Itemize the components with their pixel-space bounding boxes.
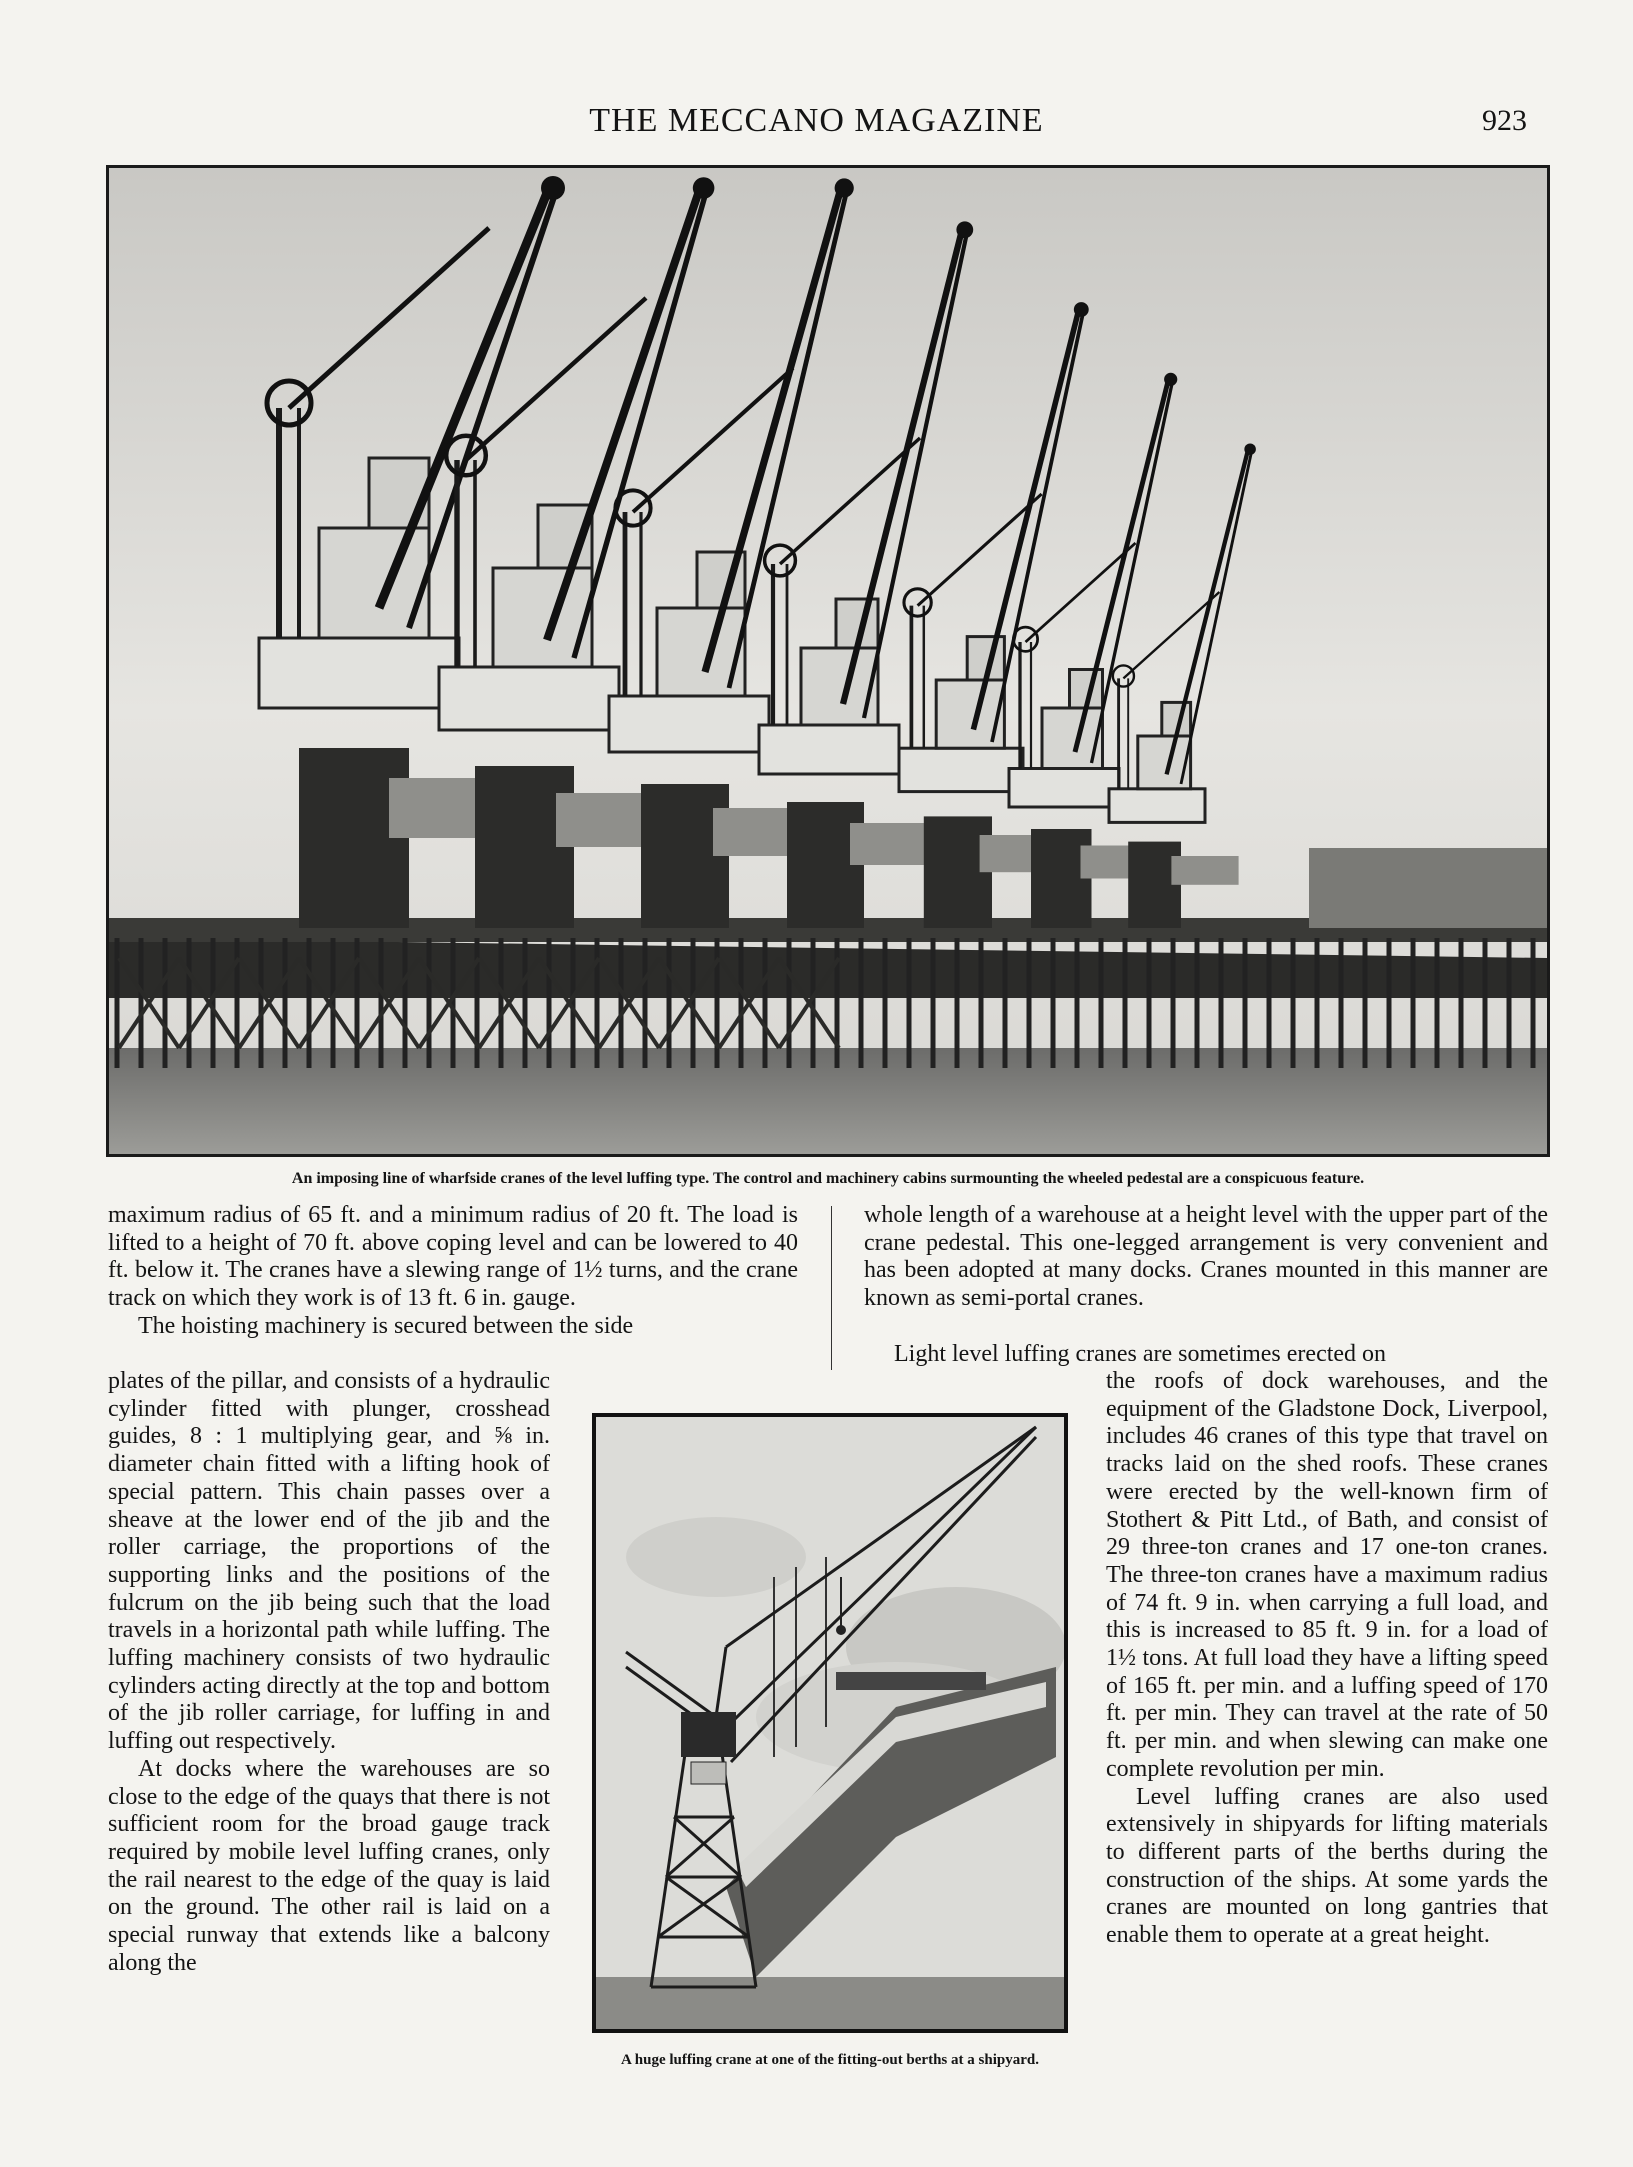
left-paragraph-3: At docks where the warehouses are so close to the edge of the quays that there is not sufficient room for the broad gauge track required by mobile level luffing cranes, only the rail nearest to the edge of the quay is laid on the ground. The other rail is laid on a special runway that extends like a balcony along the — [108, 1755, 550, 1976]
magazine-title: THE MECCANO MAGAZINE — [589, 102, 1044, 139]
right-paragraph-2-lead: Light level luffing cranes are sometimes erected on — [894, 1341, 1387, 1367]
inset-photo-caption: A huge luffing crane at one of the fitting-out berths at a shipyard. — [621, 2052, 1039, 2068]
left-paragraph-2-lead: The hoisting machinery is secured between the side — [138, 1312, 634, 1339]
left-paragraph-2: plates of the pillar, and consists of a hydraulic cylinder fitted with plunger, crosshead guides, 8 : 1 multiplying gear, and ⅝ in. diameter chain fitted with a lifting hook of special pattern. This chain passes over a sheave at the lower end of the jib and the roller carriage, the proportions of the supporting links and the positions of the fulcrum on the jib being such that the load travels in a horizontal path while luffing. The luffing machinery consists of two hydraulic cylinders acting directly at the top and bottom of the jib roller carriage, for luffing in and luffing out respectively. — [108, 1368, 550, 1755]
left-paragraph-1: maximum radius of 65 ft. and a minimum radius of 20 ft. The load is lifted to a height of 70 ft. above coping level and can be lowered to 40 ft. below it. The cranes have a slewing range of 1½ turns, and the crane track on which they work is of 13 ft. 6 in. gauge. — [108, 1202, 798, 1312]
right-paragraph-3: Level luffing cranes are also used extensively in shipyards for lifting materials to different parts of the berths during the construction of the ships. At some yards the cranes are mounted on long gantries that enable them to operate at a great height. — [1106, 1783, 1548, 1949]
running-header — [0, 102, 1633, 142]
shipyard-crane-illustration — [596, 1417, 1064, 2029]
page-number: 923 — [1482, 104, 1527, 137]
left-column-lower — [108, 1368, 550, 1977]
shipyard-crane-photo — [592, 1413, 1068, 2033]
wharfside-cranes-photo — [106, 165, 1550, 1157]
left-column-upper — [108, 1202, 798, 1341]
right-column-upper — [864, 1202, 1548, 1313]
right-paragraph-1: whole length of a warehouse at a height level with the upper part of the crane pedestal. This one-legged arrangement is very convenient and has been adopted at many docks. Cranes mounted in this manner are known as semi-portal cranes. — [864, 1202, 1548, 1312]
top-photo-caption: An imposing line of wharfside cranes of the level luffing type. The control and machinery cabins surmounting the wheeled pedestal are a conspicuous feature. — [291, 1170, 1365, 1187]
right-paragraph-2: the roofs of dock warehouses, and the equipment of the Gladstone Dock, Liverpool, includes 46 cranes of this type that travel on tracks laid on the shed roofs. These cranes were erected by the well-known firm of Stothert & Pitt Ltd., of Bath, and consist of 29 three-ton cranes and 17 one-ton cranes. The three-ton cranes have a maximum radius of 74 ft. 9 in. when carrying a full load, and this is increased to 85 ft. 9 in. for a load of 1½ tons. At full load they have a lifting speed of 165 ft. per min. and a luffing speed of 170 ft. per min. They can travel at the rate of 50 ft. per min. and when slewing can make one complete revolution per min. — [1106, 1368, 1548, 1782]
column-divider — [831, 1206, 832, 1370]
wharfside-cranes-illustration — [109, 168, 1547, 1154]
right-column-lower — [1106, 1368, 1548, 1950]
